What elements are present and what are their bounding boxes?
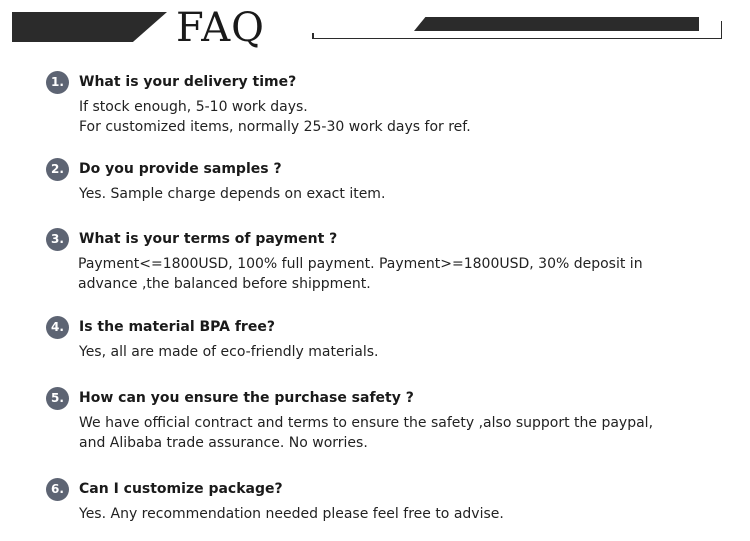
faq-answer	[78, 254, 643, 294]
faq-answer	[79, 342, 378, 362]
faq-answer-line: and Alibaba trade assurance. No worries.	[79, 435, 368, 451]
faq-number-badge: 5.	[46, 387, 69, 410]
faq-number-badge: 6.	[46, 478, 69, 501]
faq-answer	[79, 504, 504, 524]
faq-answer-line: Payment<=1800USD, 100% full payment. Payment>=1800USD, 30% deposit in	[78, 256, 643, 272]
faq-question: What is your delivery time?	[79, 74, 297, 90]
faq-number-badge: 2.	[46, 158, 69, 181]
faq-answer-line: Yes. Sample charge depends on exact item.	[79, 186, 386, 202]
faq-answer-line: If stock enough, 5-10 work days.	[79, 99, 308, 115]
faq-answer-line: Yes. Any recommendation needed please feel free to advise.	[79, 506, 504, 522]
faq-number-badge: 3.	[46, 228, 69, 251]
faq-answer	[79, 413, 653, 453]
faq-question: Can I customize package?	[79, 481, 283, 497]
page-title: FAQ	[176, 5, 265, 51]
faq-answer	[79, 184, 385, 204]
header-left-bar	[12, 12, 167, 42]
header-right-bar	[414, 17, 699, 31]
faq-question: Is the material BPA free?	[79, 319, 275, 335]
faq-number-badge: 4.	[46, 316, 69, 339]
faq-answer	[79, 97, 471, 137]
faq-question: What is your terms of payment ?	[79, 231, 338, 247]
faq-question: Do you provide samples ?	[79, 161, 282, 177]
header-frame-tick	[312, 33, 314, 39]
faq-number-badge: 1.	[46, 71, 69, 94]
faq-answer-line: advance ,the balanced before shippment.	[78, 276, 371, 292]
faq-answer-line: Yes, all are made of eco-friendly materials.	[79, 344, 379, 360]
faq-answer-line: For customized items, normally 25-30 work days for ref.	[79, 119, 471, 135]
faq-question: How can you ensure the purchase safety ?	[79, 390, 414, 406]
faq-answer-line: We have official contract and terms to ensure the safety ,also support the paypal,	[79, 415, 654, 431]
